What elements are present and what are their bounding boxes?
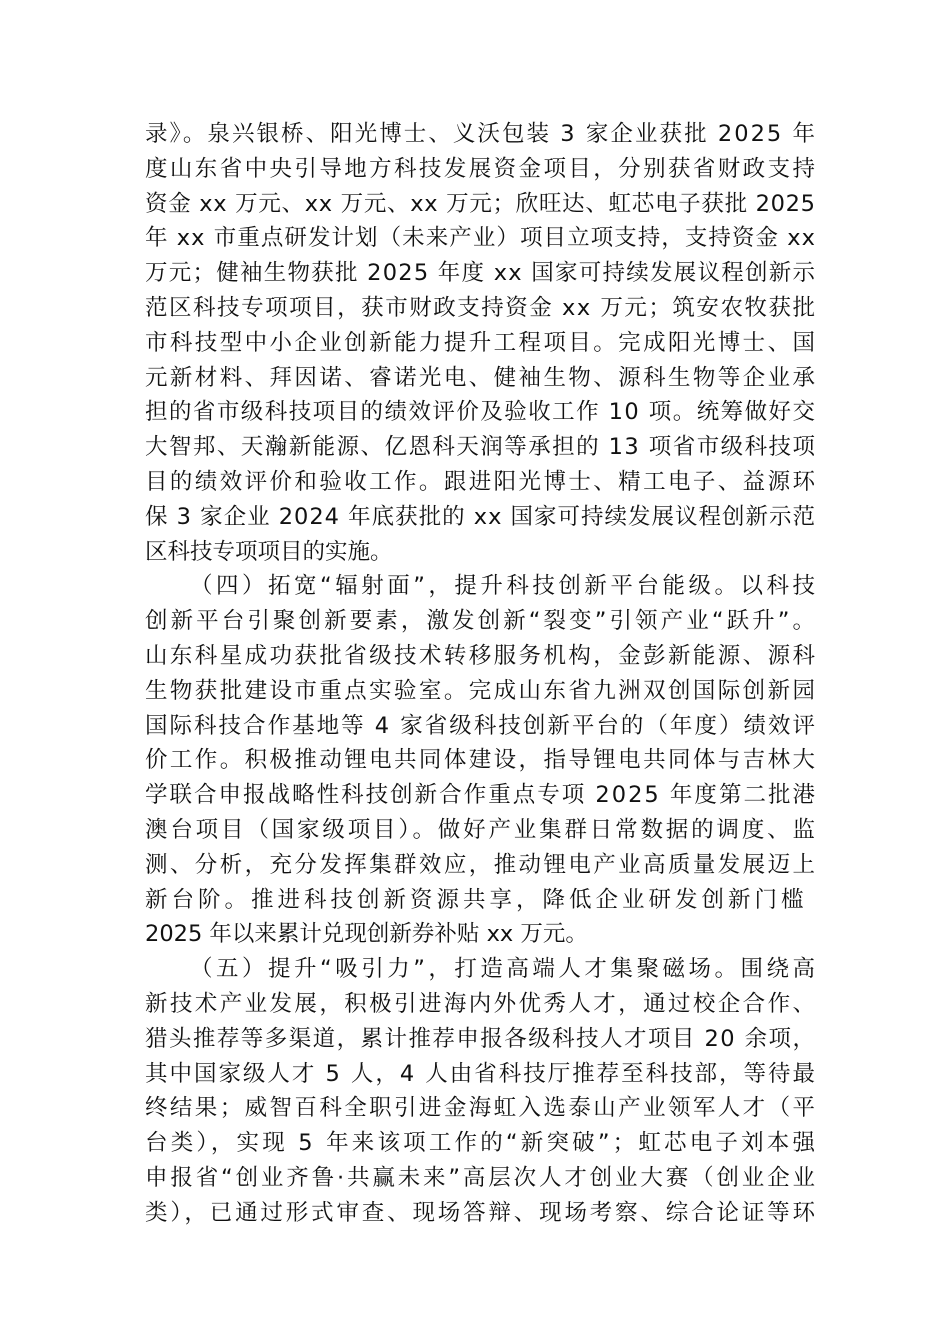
text-line: 区科技专项项目的实施。	[145, 538, 393, 565]
text-line: 山东科星成功获批省级技术转移服务机构，金彭新能源、源科	[145, 642, 818, 669]
text-line: 担的省市级科技项目的绩效评价及验收工作 10 项。统筹做好交	[145, 399, 817, 426]
text-line: 2025 年以来累计兑现创新券补贴 xx 万元。	[145, 921, 588, 948]
text-line: 目的绩效评价和验收工作。跟进阳光博士、精工电子、益源环	[145, 468, 818, 495]
text-line: 年 xx 市重点研发计划（未来产业）项目立项支持，支持资金 xx	[145, 225, 817, 252]
text-line: 保 3 家企业 2024 年底获批的 xx 国家可持续发展议程创新示范	[145, 503, 816, 530]
text-line: 申报省“创业齐鲁·共赢未来”高层次人才创业大赛（创业企业	[145, 1164, 818, 1191]
text-line: 范区科技专项项目，获市财政支持资金 xx 万元；筑安农牧获批	[145, 294, 817, 321]
text-line: 资金 xx 万元、xx 万元、xx 万元；欣旺达、虹芯电子获批 2025	[145, 190, 816, 217]
text-line: 新技术产业发展，积极引进海内外优秀人才，通过校企合作、	[145, 990, 818, 1017]
text-line: 万元；健袖生物获批 2025 年度 xx 国家可持续发展议程创新示	[145, 260, 817, 287]
text-line: 新台阶。推进科技创新资源共享，降低企业研发创新门槛	[145, 886, 808, 913]
text-line: 创新平台引聚创新要素，激发创新“裂变”引领产业“跃升”。	[145, 608, 819, 635]
text-line: 大智邦、天瀚新能源、亿恩科天润等承担的 13 项省市级科技项	[145, 434, 817, 461]
text-line: 市科技型中小企业创新能力提升工程项目。完成阳光博士、国	[145, 329, 818, 356]
text-line: 澳台项目（国家级项目）。做好产业集群日常数据的调度、监	[145, 816, 818, 843]
text-line: 类），已通过形式审查、现场答辩、现场考察、综合论证等环	[145, 1199, 818, 1226]
text-line: 测、分析，充分发挥集群效应，推动锂电产业高质量发展迈上	[145, 851, 818, 878]
text-line: 生物获批建设市重点实验室。完成山东省九洲双创国际创新园	[145, 677, 818, 704]
text-line: 价工作。积极推动锂电共同体建设，指导锂电共同体与吉林大	[145, 747, 818, 774]
text-line: 终结果；威智百科全职引进金海虹入选泰山产业领军人才（平	[145, 1095, 818, 1122]
document-body	[145, 117, 819, 1231]
text-line: 元新材料、拜因诺、睿诺光电、健袖生物、源科生物等企业承	[145, 364, 818, 391]
paragraph-first-line: （五）提升“吸引力”，打造高端人才集聚磁场。围绕高	[190, 956, 819, 983]
text-line: 录》。泉兴银桥、阳光博士、义沃包装 3 家企业获批 2025 年	[145, 121, 818, 147]
text-line: 其中国家级人才 5 人，4 人由省科技厅推荐至科技部，等待最	[145, 1060, 817, 1087]
text-line: 国际科技合作基地等 4 家省级科技创新平台的（年度）绩效评	[145, 712, 818, 739]
text-line: 度山东省中央引导地方科技发展资金项目，分别获省财政支持	[145, 155, 818, 182]
text-line: 台类），实现 5 年来该项工作的“新突破”；虹芯电子刘本强	[145, 1130, 819, 1157]
text-line: 学联合申报战略性科技创新合作重点专项 2025 年度第二批港	[145, 782, 818, 809]
paragraph-first-line: （四）拓宽“辐射面”，提升科技创新平台能级。以科技	[190, 573, 819, 600]
text-line: 猎头推荐等多渠道，累计推荐申报各级科技人才项目 20 余项，	[145, 1025, 817, 1052]
